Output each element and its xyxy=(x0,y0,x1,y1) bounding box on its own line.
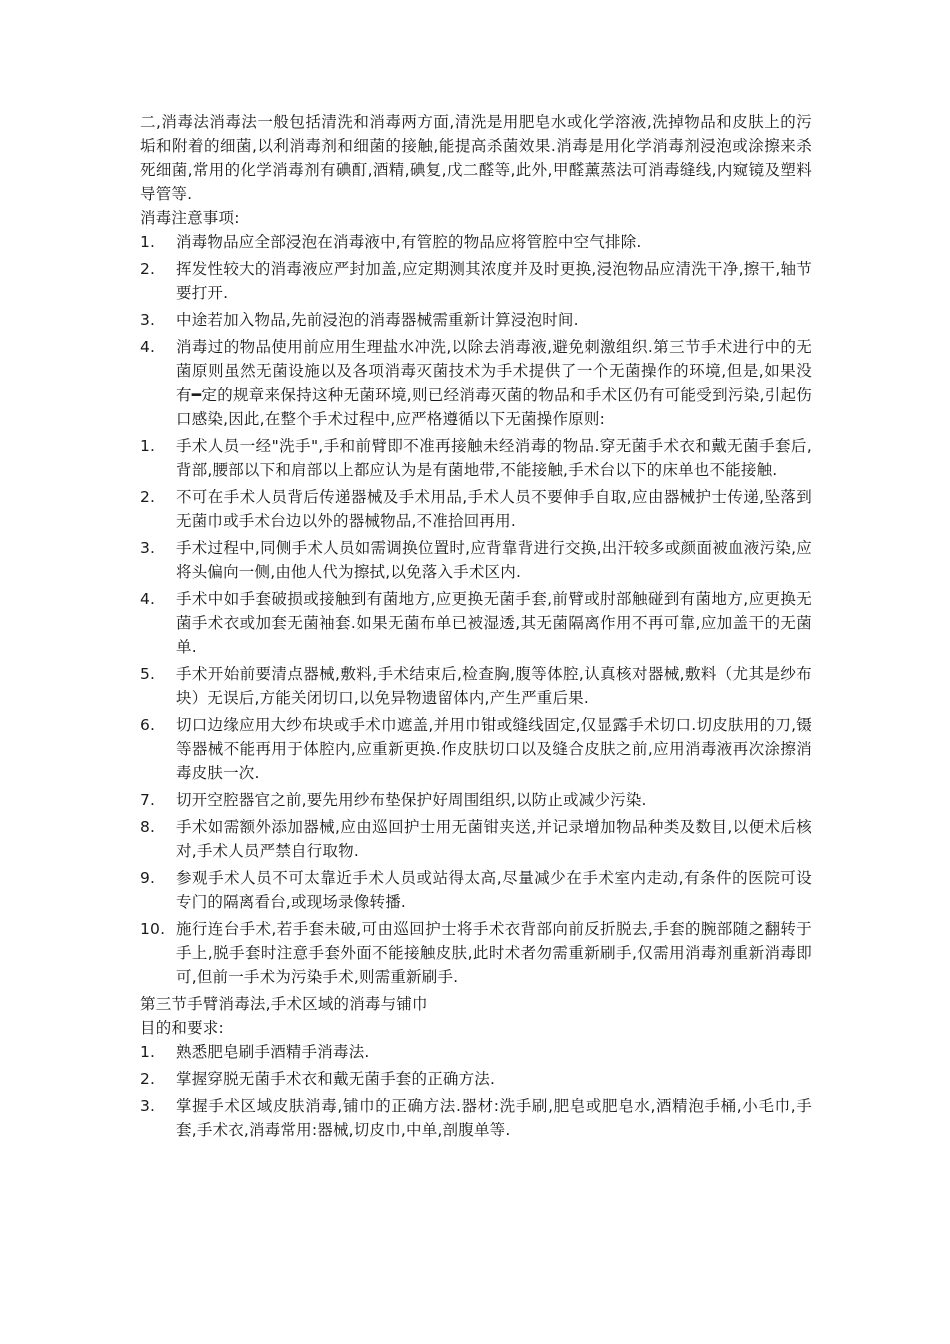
item-text: 切开空腔器官之前,要先用纱布垫保护好周围组织,以防止或减少污染. xyxy=(176,791,647,809)
item-number: 2. xyxy=(140,260,156,278)
item-text: 消毒物品应全部浸泡在消毒液中,有管腔的物品应将管腔中空气排除. xyxy=(176,233,642,251)
notes-heading: 消毒注意事项: xyxy=(140,209,240,227)
item-number: 10. xyxy=(140,920,166,938)
item-text: 手术如需额外添加器械,应由巡回护士用无菌钳夹送,并记录增加物品种类及数目,以便术后核对,手术人员严禁自行取物. xyxy=(176,818,812,860)
item-number: 7. xyxy=(140,791,156,809)
item-number: 8. xyxy=(140,818,156,836)
list-item xyxy=(140,257,812,305)
document-page xyxy=(140,110,812,1145)
item-text: 挥发性较大的消毒液应严封加盖,应定期测其浓度并及时更换,浸泡物品应清洗干净,擦干,轴节要打开. xyxy=(176,260,812,302)
item-number: 1. xyxy=(140,437,156,455)
list-item xyxy=(140,587,812,659)
list-item xyxy=(140,1067,812,1091)
list-item xyxy=(140,662,812,710)
list-item xyxy=(140,308,812,332)
item-number: 5. xyxy=(140,665,156,683)
list-item xyxy=(140,713,812,785)
list-item xyxy=(140,434,812,482)
item-number: 3. xyxy=(140,539,156,557)
item-number: 2. xyxy=(140,488,156,506)
item-number: 6. xyxy=(140,716,156,734)
item-text: 手术过程中,同侧手术人员如需调换位置时,应背靠背进行交换,出汗较多或颜面被血液污染,应将头偏向一侧,由他人代为擦拭,以免落入手术区内. xyxy=(176,539,812,581)
list-item xyxy=(140,485,812,533)
item-text: 手术人员一经"洗手",手和前臂即不准再接触未经消毒的物品.穿无菌手术衣和戴无菌手套后,背部,腰部以下和肩部以上都应认为是有菌地带,不能接触,手术台以下的床单也不能接触. xyxy=(176,437,812,479)
item-number: 1. xyxy=(140,1043,156,1061)
item-text: 中途若加入物品,先前浸泡的消毒器械需重新计算浸泡时间. xyxy=(176,311,579,329)
list-item xyxy=(140,1040,812,1064)
list-item xyxy=(140,1094,812,1142)
item-text: 手术中如手套破损或接触到有菌地方,应更换无菌手套,前臂或肘部触碰到有菌地方,应更换无菌手术衣或加套无菌袖套.如果无菌布单已被湿透,其无菌隔离作用不再可靠,应加盖干的无菌单. xyxy=(176,590,812,656)
item-text: 手术开始前要清点器械,敷料,手术结束后,检查胸,腹等体腔,认真核对器械,敷料（尤其是纱布块）无误后,方能关闭切口,以免异物遗留体内,产生严重后果. xyxy=(176,665,812,707)
item-number: 3. xyxy=(140,1097,156,1115)
list-item xyxy=(140,335,812,431)
principles-list xyxy=(140,434,812,989)
intro-paragraph: 二,消毒法消毒法一般包括清洗和消毒两方面,清洗是用肥皂水或化学溶液,洗掉物品和皮肤上的污垢和附着的细菌,以利消毒剂和细菌的接触,能提高杀菌效果.消毒是用化学消毒剂浸泡或涂擦来杀死细菌,常用的化学消毒剂有碘酊,酒精,碘复,戊二醛等,此外,甲醛薰蒸法可消毒缝线,内窥镜及塑料导管等. xyxy=(140,113,812,203)
item-text: 参观手术人员不可太靠近手术人员或站得太高,尽量减少在手术室内走动,有条件的医院可设专门的隔离看台,或现场录像转播. xyxy=(176,869,812,911)
section-heading: 第三节手臂消毒法,手术区域的消毒与铺巾 xyxy=(140,995,428,1013)
list-item xyxy=(140,815,812,863)
item-number: 4. xyxy=(140,338,156,356)
item-number: 4. xyxy=(140,590,156,608)
item-number: 9. xyxy=(140,869,156,887)
item-number: 3. xyxy=(140,311,156,329)
list-item xyxy=(140,536,812,584)
goals-list xyxy=(140,1040,812,1142)
item-number: 1. xyxy=(140,233,156,251)
item-text: 掌握穿脱无菌手术衣和戴无菌手套的正确方法. xyxy=(176,1070,496,1088)
item-text: 切口边缘应用大纱布块或手术巾遮盖,并用巾钳或缝线固定,仅显露手术切口.切皮肤用的刀,镊等器械不能再用于体腔内,应重新更换.作皮肤切口以及缝合皮肤之前,应用消毒液再次涂擦消毒皮肤一次. xyxy=(176,716,812,782)
goals-heading: 目的和要求: xyxy=(140,1019,224,1037)
item-text: 不可在手术人员背后传递器械及手术用品,手术人员不要伸手自取,应由器械护士传递,坠落到无菌巾或手术台边以外的器械物品,不准拾回再用. xyxy=(176,488,812,530)
item-text: 熟悉肥皂刷手酒精手消毒法. xyxy=(176,1043,370,1061)
list-item xyxy=(140,866,812,914)
item-number: 2. xyxy=(140,1070,156,1088)
notes-list xyxy=(140,230,812,431)
list-item xyxy=(140,788,812,812)
list-item xyxy=(140,230,812,254)
item-text: 掌握手术区域皮肤消毒,铺巾的正确方法.器材:洗手刷,肥皂或肥皂水,酒精泡手桶,小毛巾,手套,手术衣,消毒常用:器械,切皮巾,中单,剖腹单等. xyxy=(176,1097,812,1139)
list-item xyxy=(140,917,812,989)
item-text: 消毒过的物品使用前应用生理盐水冲洗,以除去消毒液,避免刺激组织.第三节手术进行中的无菌原则虽然无菌设施以及各项消毒灭菌技术为手术提供了一个无菌操作的环境,但是,如果没有━定的规章来保持这种无菌环境,则已经消毒灭菌的物品和手术区仍有可能受到污染,引起伤口感染,因此,在整个手术过程中,应严格遵循以下无菌操作原则: xyxy=(176,338,812,428)
item-text: 施行连台手术,若手套未破,可由巡回护士将手术衣背部向前反折脱去,手套的腕部随之翻转于手上,脱手套时注意手套外面不能接触皮肤,此时术者勿需重新刷手,仅需用消毒剂重新消毒即可,但前一手术为污染手术,则需重新刷手. xyxy=(176,920,812,986)
